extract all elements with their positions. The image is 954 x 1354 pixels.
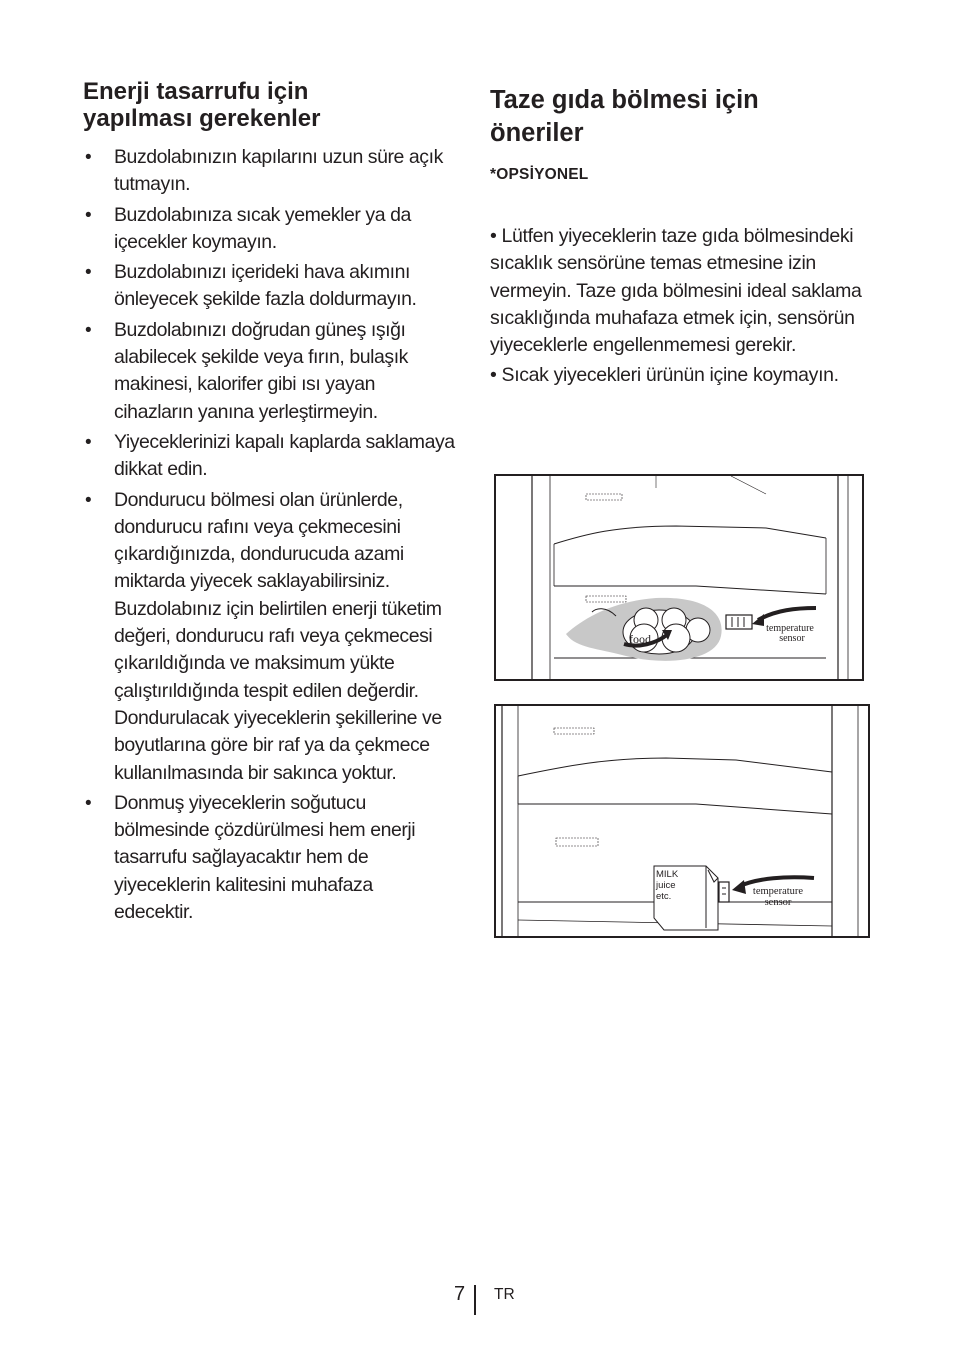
right-column [490,84,875,390]
list-item-text: Buzdolabınızın kapılarını uzun süre açık tutmayın. [114,146,443,196]
list-item [83,487,455,787]
list-item [83,317,455,426]
heading-line-2: yapılması gerekenler [83,105,321,132]
energy-saving-heading [83,78,455,132]
footer-divider [474,1285,476,1315]
carton-label-line-2: juice [656,880,676,891]
bullet-dot: • [85,792,92,814]
list-item [83,790,455,926]
heading-line-1: Enerji tasarrufu için [83,78,309,105]
heading-line-1: Taze gıda bölmesi için [490,86,759,114]
sensor-label-line-1: temperature [766,623,814,634]
food-label: food [629,632,651,646]
bullet-dot: • [85,319,92,341]
carton-label-line-1: MILK [656,869,679,880]
list-item-text: Buzdolabınızı içerideki hava akımını önleyecek şekilde fazla doldurmayın. [114,261,417,311]
bullet-dot: • [85,147,92,168]
list-item [83,202,455,257]
figure-milk-near-sensor [494,704,870,938]
list-item [83,259,455,314]
list-item-text: Donmuş yiyeceklerin soğutucu bölmesinde çözdürülmesi hem enerji tasarrufu sağlayacaktır hem de yiyeceklerin kalitesini muhafaza edecektir. [114,791,416,924]
sensor-label-line-2: sensor [779,633,805,644]
figure-food-near-sensor [494,474,864,681]
bullet-dot: • [85,262,92,284]
list-item-text: Buzdolabınızı doğrudan güneş ışığı alabilecek şekilde veya fırın, bulaşık makinesi, kalorifer gibi ısı yayan cihazların yanına yerleştirmeyin. [114,318,408,423]
sensor-label-line-1: temperature [752,886,804,897]
list-item-text: Yiyeceklerinizi kapalı kaplarda saklamaya dikkat edin. [114,430,455,481]
hot-food-advice-paragraph: • Sıcak yiyecekleri ürünün içine koymayın. [490,364,839,387]
language-code: TR [494,1286,515,1303]
fridge-interior-illustration [496,706,868,936]
bullet-dot: • [85,489,92,511]
energy-saving-list [83,144,455,926]
list-item-text: Buzdolabınıza sıcak yemekler ya da içecekler koymayın. [114,203,411,253]
page-footer [0,1281,954,1321]
fresh-food-heading [490,84,875,150]
bullet-dot: • [85,431,92,453]
sensor-label-line-2: sensor [764,897,792,908]
list-item-text: Dondurucu bölmesi olan ürünlerde, dondurucu rafını veya çekmecesini çıkardığınızda, dondurucuda azami miktarda yiyecek saklayabilirsiniz. Buzdolabınız için belirtilen enerji tüketim değeri, dondurucu rafı veya çekmecesi çıkarıldığında ve maksimum yükte çalıştırıldığında tespit edilen değerdir. Dondurulacak yiyeceklerin şekillerine ve boyutlarına göre bir raf ya da çekmece kullanılmasında bir sakınca yoktur. [114,488,442,784]
list-item [83,144,455,199]
carton-label-line-3: etc. [656,891,672,902]
heading-line-2: öneriler [490,119,584,147]
bullet-dot: • [85,204,92,226]
optional-tag: *OPSİYONEL [490,166,589,183]
sensor-advice-paragraph: • Lütfen yiyeceklerin taze gıda bölmesindeki sıcaklık sensörüne temas etmesine izin vermeyin. Taze gıda bölmesini ideal saklama sıcaklığında muhafaza etmek için, sensörün yiyeceklerle engellenmemesi gerekir. [490,225,862,357]
page-number: 7 [454,1283,466,1305]
fridge-interior-illustration [496,476,862,679]
list-item [83,429,455,484]
left-column [83,78,455,929]
